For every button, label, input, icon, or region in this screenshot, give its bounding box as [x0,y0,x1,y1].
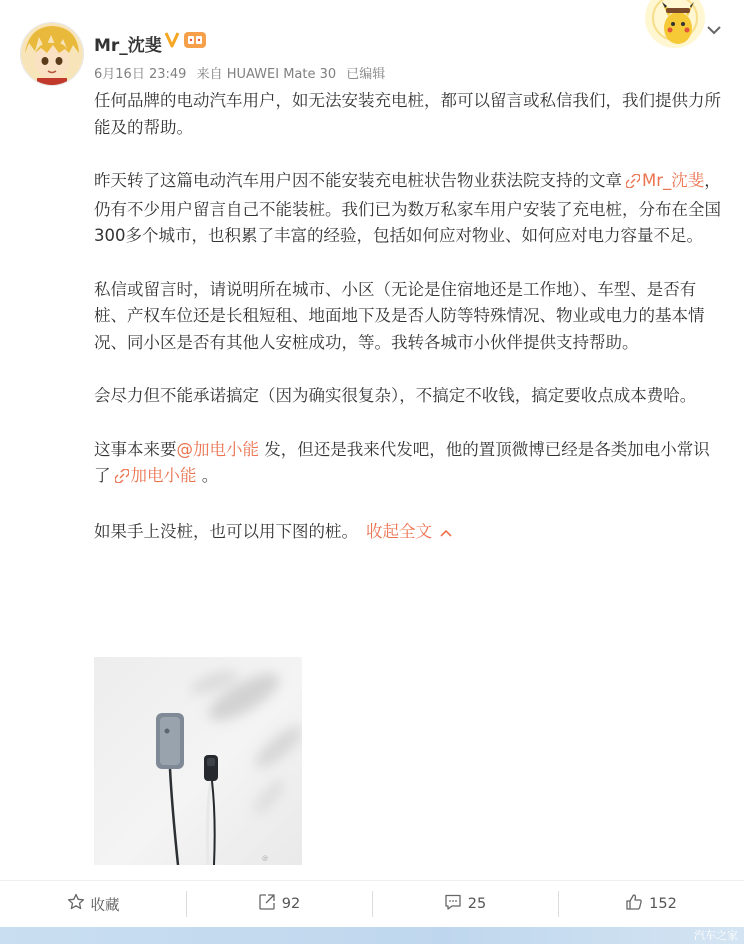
post-source: 来自 HUAWEI Mate 30 [196,67,337,82]
chevron-up-icon [440,522,452,541]
post-meta [94,63,391,82]
pikachu-badge-icon [640,0,710,52]
paragraph-3: 私信或留言时，请说明所在城市、小区（无论是住宿地还是工作地）、车型、是否有桩、产权车位还是长租短租、地面地下及是否人防等特殊情况、物业或电力的基本情况、同小区是否有其他人安桩成功，等。我转各城市小伙伴提供支持帮助。 [94,279,705,352]
mention-link[interactable]: @加电小能 [176,439,259,459]
collapse-button[interactable] [366,522,452,541]
like-count: 152 [649,896,677,912]
collapse-label: 收起全文 [366,521,432,541]
link-icon [115,465,129,492]
related-link[interactable]: 加电小能 [130,466,197,485]
favorite-button[interactable] [0,889,186,919]
thumbs-up-icon [625,893,649,915]
comment-button[interactable] [372,889,558,919]
avatar[interactable] [20,22,84,86]
paragraph-2-text-b: ，仍有不少用户留言自己不能装桩。我们已为数万私家车用户安装了充电桩，分布在全国300多个城市，也积累了丰富的经验，包括如何应对物业、如何应对电力容量不足。 [94,171,721,245]
user-name[interactable]: Mr_沈斐 [94,36,162,56]
paragraph-1: 任何品牌的电动汽车用户，如无法安装充电桩，都可以留言或私信我们，我们提供力所能及的帮助。 [94,91,721,137]
paragraph-5 [94,437,722,492]
favorite-label: 收藏 [90,897,120,914]
repost-icon [258,893,282,915]
paragraph-6 [94,519,722,546]
paragraph-2-text-a: 昨天转了这篇电动汽车用户因不能安装充电桩状告物业获法院支持的文章 [94,171,622,190]
article-author-link[interactable]: Mr_沈斐 [642,171,705,190]
repost-count: 92 [281,896,301,912]
paragraph-4: 会尽力但不能承诺搞定（因为确实很复杂），不搞定不收钱，搞定要收点成本费哈。 [94,386,697,405]
star-icon [67,893,91,915]
paragraph-6-text: 如果手上没桩，也可以用下图的桩。 [94,521,358,541]
comment-count: 25 [467,896,487,912]
bottom-strip [0,927,744,944]
chevron-down-icon[interactable] [704,22,724,38]
comment-icon [444,893,468,915]
paragraph-2 [94,168,722,250]
action-bar [0,880,744,927]
post-image[interactable] [94,657,302,865]
paragraph-5-text-c: 。 [196,466,219,485]
post-time[interactable]: 6月16日 23:49 [94,67,187,82]
svg-text:@: @ [262,855,268,862]
post-content [94,88,722,555]
like-button[interactable] [558,889,744,919]
link-icon [626,170,640,197]
vip-badge-icon[interactable] [164,30,210,54]
paragraph-5-text-b: 发，但还是我来代发吧，他的置顶微博已经是各类加电小常识了 [94,439,710,485]
watermark: 汽车之家 [694,929,738,942]
paragraph-5-text-a: 这事本来要 [94,439,177,459]
edited-label[interactable]: 已编辑 [346,67,386,82]
repost-button[interactable] [186,889,372,919]
